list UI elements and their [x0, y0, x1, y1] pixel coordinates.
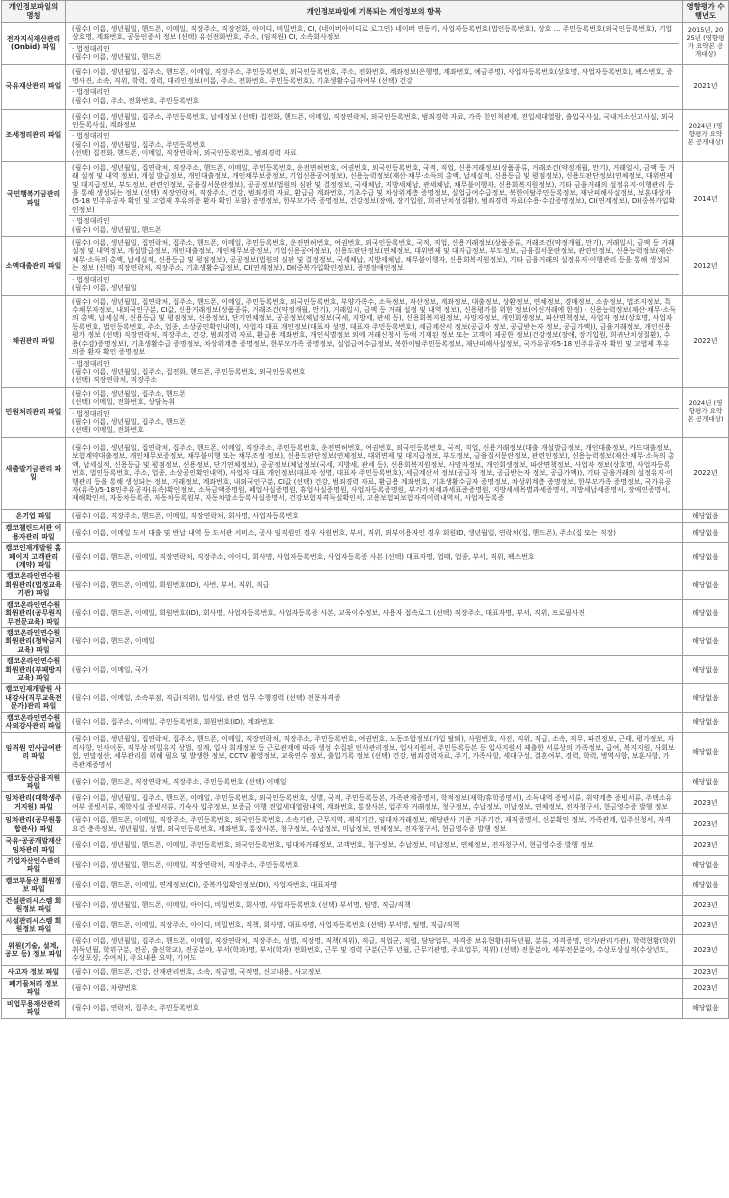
items-block [69, 1003, 679, 1013]
table-row [2, 712, 729, 732]
items-block [69, 777, 679, 787]
assessment-year-cell: 2023년 [683, 895, 729, 915]
file-name-cell: 민원처리관리 파일 [2, 387, 66, 437]
items-cell [66, 895, 683, 915]
items-block [69, 734, 679, 770]
assessment-year-cell: 2023년 [683, 836, 729, 856]
table-row [2, 161, 729, 236]
items-line: (필수) 이름, 생년월일, 핸드폰 [72, 225, 162, 234]
items-cell [66, 836, 683, 856]
items-cell [66, 712, 683, 732]
file-name-cell: 폐기물처리 정보 파일 [2, 979, 66, 999]
items-line: (필수) 이름, 핸드폰, 이메일, 직장주소, 주민등록번호, 외국인등록번호, 소속기관, 근무지역, 재직기간, 임대차거래정보, 해당관사 기준 거주기간, 재직증명서, 신분확인 정보, 가족관계, 입주신청서, 자격요건 충족정보, 생년월일, 성별, 외국인등록번호, 계좌번호, 통장사본, 청구정보, 수납정보, 미납정보, 연체정보, 전자청구서, 현금영수증 발행 정보 [72, 816, 672, 833]
table-row [2, 627, 729, 655]
items-cell [66, 935, 683, 965]
items-block [69, 163, 679, 216]
assessment-year-cell: 2022년 [683, 437, 729, 509]
legal-representative-block [69, 43, 679, 63]
file-name-cell: 캠코동산금융지원 파일 [2, 772, 66, 792]
items-block [69, 983, 679, 993]
table-row [2, 656, 729, 684]
file-name-cell: 비업무용재산관리 파일 [2, 998, 66, 1018]
header-items: 개인정보파일에 기록되는 개인정보의 항목 [66, 1, 683, 23]
items-block [69, 815, 679, 834]
items-block [69, 636, 679, 646]
table-row [2, 295, 729, 387]
table-row [2, 109, 729, 161]
items-cell [66, 237, 683, 296]
file-name-cell: 사고자 정보 파일 [2, 965, 66, 978]
items-cell [66, 571, 683, 599]
items-line: (선택) 직장연락처, 직장주소 [72, 376, 158, 385]
table-row [2, 237, 729, 296]
items-line: · 법정대리인 [72, 409, 110, 418]
file-name-cell: 기업자산인수관리 파일 [2, 855, 66, 875]
file-name-cell: 전자지식재산관리(Onbid) 파일 [2, 22, 66, 64]
items-cell [66, 965, 683, 978]
table-row [2, 772, 729, 792]
assessment-year-cell: 해당없음 [683, 543, 729, 571]
table-row [2, 599, 729, 627]
file-name-cell: 채권관리 파일 [2, 295, 66, 387]
assessment-year-cell: 2023년 [683, 935, 729, 965]
file-name-cell: 국민행복기금관리 파일 [2, 161, 66, 236]
items-line: (필수) 이름, 이메일 도서 대출 및 반납 내역 등 도서관 서비스, 공사 임직원인 경우 사원번호, 부서, 직위, 외부이용자인 경우 회원ID, 생년월일, 연락처(집, 핸드폰), 주소(집 또는 직장) [72, 528, 616, 537]
items-cell [66, 599, 683, 627]
assessment-year-cell: 해당없음 [683, 523, 729, 543]
items-cell [66, 387, 683, 437]
file-name-cell: 캠코온라인연수원 회원관리(공무원직무전문교육) 파일 [2, 599, 66, 627]
assessment-year-cell: 해당없음 [683, 627, 729, 655]
items-line: (필수) 이름, 핸드폰, 직장연락처, 직장주소, 주민등록번호 (선택) 이메일 [72, 777, 287, 786]
assessment-year-cell: 해당없음 [683, 772, 729, 792]
items-cell [66, 161, 683, 236]
items-block [69, 920, 679, 930]
table-row [2, 792, 729, 814]
assessment-year-cell: 해당없음 [683, 732, 729, 772]
items-cell [66, 875, 683, 895]
items-line: (선택) 집전화, 핸드폰, 이메일, 직장연락처, 외국인등록번호, 범죄경력 자료 [72, 149, 297, 158]
items-line: (필수) 이름, 생년월일, 집주소, 주민등록번호, 납세정보 (선택) 집전화, 핸드폰, 이메일, 직장연락처, 외국인등록번호, 범죄경력 자료, 가족 친인척관계, 전입세대열람, 출입국사실, 국내거소신고사실, 외국인등록사실, 계좌정보 [72, 112, 675, 130]
assessment-year-cell: 2014년 [683, 161, 729, 236]
items-block [69, 443, 679, 504]
items-line: (필수) 이름, 생년월일, 핸드폰, 이메일, 주민등록번호, 외국인등록번호, 임대차거래정보, 고객번호, 청구정보, 수납정보, 미납정보, 연체정보, 전자청구서, 현금영수증 발행 정보 [72, 841, 594, 850]
file-name-cell: 캠코온라인연수원 회원관리(법정교육기관) 파일 [2, 571, 66, 599]
file-name-cell: 캠코인재개발원 사내강사(직무교육전문가)관리 파일 [2, 684, 66, 712]
file-name-cell: 국유재산관리 파일 [2, 64, 66, 109]
items-cell [66, 772, 683, 792]
assessment-year-cell: 해당없음 [683, 998, 729, 1018]
items-block [69, 552, 679, 562]
items-line: (선택) 이메일, 전화번호, 상담녹취 [72, 398, 175, 407]
items-block [69, 880, 679, 890]
items-cell [66, 509, 683, 522]
items-line: (필수) 이름, 생년월일, 집주소, 집전화, 핸드폰, 주민등록번호, 외국인등록번호 [72, 367, 306, 376]
items-line: (필수) 이름, 생년월일, 집주소, 핸드폰 [72, 418, 186, 427]
items-line: (필수) 이름, 생년월일, 집연락처, 집주소, 핸드폰, 이메일, 직장연락처, 직장주소, 주민등록번호, 여권번호, 노동조합정보(가입 탈퇴), 사원번호, 사진, 직위, 직급, 소속, 직무, 파견정보, 근태, 평가정보, 자격사항, 인사이동, 직무상 비밀유지 상벌, 징계, 입사 회계정보 등 근로관계에 따라 생성 수집된 인사관리정보, 입사지원서, 주민등록등본 등 입사지원서 제출한 서류상의 가족정보, 급여, 복지지원, 사회보험, 연말정산, 세무관리를 위해 필요 및 발생한 정보, CCTV 촬영정보, 교육연수 정보, 출입기록 정보 (선택) 건강, 범죄경력자료, 주기, 가족사항, 세대구성, 결혼여부, 경력, 학력, 병역사항, 보훈사항, 가족관계증명서 [72, 735, 675, 769]
assessment-year-cell: 2021년 [683, 64, 729, 109]
items-line: (필수) 이름, 생년월일 [72, 284, 138, 293]
table-row [2, 571, 729, 599]
file-name-cell: 시설관리시스템 회원정보 파일 [2, 915, 66, 935]
items-line: · 법정대리인 [72, 359, 110, 368]
items-block [69, 511, 679, 521]
items-cell [66, 915, 683, 935]
table-row [2, 814, 729, 836]
table-header-row [2, 1, 729, 23]
items-line: (필수) 이름, 핸드폰, 이메일 [72, 637, 155, 646]
items-line: · 법정대리인 [72, 88, 110, 97]
items-line: (필수) 이름, 생년월일, 집주소, 핸드폰, 이메일, 주민등록번호, 외국인등록번호, 성별, 국적, 주민등록등본, 가족관계증명서, 학적정보(재학/휴학증명서), 소득내역 증빙서류, 취약계층 증빙서류, 주택소유 여부 증빙서류, 재학사실 증빙서류, 기숙사 입주정보, 보증금 이행 전입세대열람내역, 계좌번호, 통장사본, 입주자 거래정보, 청구정보, 수납정보, 미납정보, 연체정보, 전자청구서, 현금영수증 발행 정보 [72, 794, 673, 811]
table-row [2, 437, 729, 509]
items-line: (필수) 이름, 생년월일, 집주소, 핸드폰, 이메일, 직장주소, 주민등록번호, 외국인등록번호, 주소, 전화번호, 계좌정보(은행명, 계좌번호, 예금주명), 사업자등록번호(상호명, 사업자등록번호), 팩스번호, 증명사진, 소속, 직위, 학력, 경력, 대리인정보(이름, 주소, 전화번호, 주민등록번호), 기초생활수급자여부 (선택) 건강 [72, 68, 673, 85]
table-row [2, 387, 729, 437]
items-block [69, 860, 679, 870]
table-row [2, 935, 729, 965]
file-name-cell: 위원(기술, 설계, 공모 등) 정보 파일 [2, 935, 66, 965]
file-name-cell: 캠코인재개발원 홈페이지 고객관리(계약) 파일 [2, 543, 66, 571]
header-file-name: 개인정보파일의 명칭 [2, 1, 66, 23]
items-cell [66, 523, 683, 543]
items-block [69, 840, 679, 850]
items-line: (필수) 이름, 생년월일, 핸드폰, 이메일, 직장연락처, 직장주소, 주민등록번호 [72, 861, 299, 870]
items-cell [66, 627, 683, 655]
table-row [2, 684, 729, 712]
assessment-year-cell: 2023년 [683, 814, 729, 836]
items-block [69, 693, 679, 703]
items-line: (필수) 이름, 핸드폰, 이메일, 직장주소, 아이디, 비밀번호, 직책, 회사명, 대표자명, 사업자등록번호 (선택) 부서명, 팀명, 직급/직책 [72, 920, 460, 929]
assessment-year-cell: 2023년 [683, 792, 729, 814]
file-name-cell: 캠코온라인연수원 사외강사관리 파일 [2, 712, 66, 732]
items-block [69, 389, 679, 408]
file-name-cell: 캠코챌린드서관 이용자관리 파일 [2, 523, 66, 543]
table-row [2, 509, 729, 522]
table-row [2, 998, 729, 1018]
items-line: (필수) 이름, 주소, 전화번호, 주민등록번호 [72, 96, 200, 105]
file-name-cell: 임직원 인사급여관리 파일 [2, 732, 66, 772]
items-block [69, 665, 679, 675]
items-cell [66, 437, 683, 509]
items-block [69, 112, 679, 131]
items-cell [66, 684, 683, 712]
items-cell [66, 22, 683, 64]
items-cell [66, 656, 683, 684]
file-name-cell: 캠코부동산 회원정보 파일 [2, 875, 66, 895]
assessment-year-cell: 2024년 (영향평가 요약본 공개대상) [683, 109, 729, 161]
items-line: (필수) 이름, 직장주소, 핸드폰, 이메일, 직장연락처, 회사명, 사업자등록번호 [72, 511, 299, 520]
items-line: (필수) 이름, 생년월일, 집주소, 핸드폰 [72, 389, 186, 398]
items-line: · 법정대리인 [72, 44, 110, 53]
header-year: 영향평가 수행년도 [683, 1, 729, 23]
legal-representative-block [69, 215, 679, 235]
assessment-year-cell: 2023년 [683, 965, 729, 978]
table-row [2, 895, 729, 915]
assessment-year-cell: 해당없음 [683, 571, 729, 599]
legal-representative-block [69, 274, 679, 294]
items-line: (필수) 이름, 생년월일, 집주소, 주민등록번호 [72, 140, 206, 149]
table-row [2, 855, 729, 875]
file-name-cell: 조세정리관리 파일 [2, 109, 66, 161]
assessment-year-cell: 2022년 [683, 295, 729, 387]
assessment-year-cell: 해당없음 [683, 509, 729, 522]
file-name-cell: 국유·공공개발재산 임차관리 파일 [2, 836, 66, 856]
table-row [2, 965, 729, 978]
assessment-year-cell: 해당없음 [683, 599, 729, 627]
file-name-cell: 새출발기금관리 파일 [2, 437, 66, 509]
table-row [2, 543, 729, 571]
assessment-year-cell: 2024년 (영향평가 요약본 공개대상) [683, 387, 729, 437]
assessment-year-cell: 해당없음 [683, 855, 729, 875]
items-block [69, 717, 679, 727]
items-line: (필수) 이름, 생년월일, 핸드폰, 이메일, 직장주소, 직장전화, 아이디, 비밀번호, CI, (네이버아이디로 로그인) 네이버 연동키, 사업자등록번호(법인등록번호), 상호 … 주민등록번호(외국인등록번호), 기업상호명, 계좌번호, 공동인증서 정보 (선택) 유선전화번호, 주소, (임직원) CI, 소속회사정보 [72, 24, 673, 42]
items-block [69, 608, 679, 618]
table-body [2, 22, 729, 1018]
items-cell [66, 979, 683, 999]
items-line: · 법정대리인 [72, 132, 110, 141]
items-block [69, 580, 679, 590]
items-line: (필수) 이름, 집주소, 이메일, 주민등록번호, 회원번호(ID), 계좌번호 [72, 717, 274, 726]
items-line: (필수) 이름, 핸드폰, 이메일, 연계정보(CI), 중복가입확인정보(DI), 사업자번호, 대표자명 [72, 881, 338, 890]
table-row [2, 915, 729, 935]
assessment-year-cell: 2015년, 2025년 (영향평가 요약본 공개대상) [683, 22, 729, 64]
file-name-cell: 임차관리(공무원통합관사) 파일 [2, 814, 66, 836]
items-cell [66, 998, 683, 1018]
items-block [69, 297, 679, 358]
assessment-year-cell: 해당없음 [683, 684, 729, 712]
items-line: (필수) 이름, 차량번호 [72, 984, 138, 993]
assessment-year-cell: 2012년 [683, 237, 729, 296]
items-line: · 법정대리인 [72, 275, 110, 284]
file-name-cell: 온기업 파일 [2, 509, 66, 522]
legal-representative-block [69, 130, 679, 158]
table-row [2, 875, 729, 895]
items-line: (필수) 이름, 핸드폰, 건강, 산재관리번호, 소속, 직급명, 국적명, 신고내용, 사고정보 [72, 967, 321, 976]
items-line: (필수) 이름, 생년월일, 집연락처, 집주소, 핸드폰, 이메일, 주민등록번호, 운전면허번호, 여권번호, 외국인등록번호, 국적, 직업, 신용거래정보(상품종류, 거래조건(약정개월, 만기), 거래일시, 금액 등 거래설정 및 내역정보, 개설발급정보, 개인대출정보, 개인채무보증정보, 기업신용공여정보), 신용도판단정보(연체정보, 대위변제 및 대지급정보, 부도정보, 금융질서문란정보, 관련인정보, 신용능력정보(재산·채무·소득의 총액, 납세실적, 신용등급 및 평점정보), 공공정보(법원의 심판 및 결정정보, 국세체납, 지방세체납, 채무불이행자, 신용회복지원정보), 기타 금융거래의 설정유지·이행관리 등을 통해 생성되는 정보 (선택) 직장연락처, 직장주소, 기초생활수급정보, CI(연계정보), DI(중복가입확인정보), 증명장애인정보 [72, 239, 675, 273]
items-line: (필수) 이름, 핸드폰, 이메일, 회원번호(ID), 회사명, 사업자등록번호, 사업자등록증 사본, 교육이수정보, 사용자 접속로그 (선택) 직장주소, 대표자명, 부서, 직위, 프로필사진 [72, 609, 585, 618]
items-line: (필수) 이름, 이메일, 국가 [72, 665, 149, 674]
items-block [69, 24, 679, 43]
table-row [2, 836, 729, 856]
items-line: (필수) 이름, 생년월일, 집연락처, 집주소, 핸드폰, 이메일, 직장주소, 주민등록번호, 운전면허번호, 여권번호, 외국인등록번호, 국적, 직업, 신용거래정보(대출 개설발급정보, 개인대출정보, 카드대출정보, 보험계약대출정보, 개인채무보증정보, 채무불이행 또는 채무조정 정보), 신용도판단정보(연체정보, 대위변제 및 대지급정보, 부도정보, 금융질서문란정보, 관련인정보), 신용능력정보(재산·채무·소득의 총액, 납세실적, 신용등급 및 평점정보, 신용정보, 단기연체정보), 공공정보(체납정보(국세, 지방세, 관세 등), 신용회복지원정보, 사망자정보, 개인회생정보, 파산면책정보, 사업자 정보(상호명, 사업자등록번호, 법인등록번호, 주소, 업종, 소상공인확인내역), 사업자 대표 개인정보(대표자 성명, 대표자 주민등록번호), 세금계산서 정보(공급자 정보, 공급받는자 정보, 공급가액)), 기타 금융거래의 설정유지·이행관리 등을 통해 생성되는 정보, 거래정보, 계좌번호, 내외국인구분, CI값 (선택) 건강, 범죄경력 자료, 환급용 계좌번호, 기초생활수급자 증명정보, 차상위계층 증명정보, 한부모가족 증명정보, 국가유공자(유족)/5·18민주유공자(유족)확인정보, 소득금액증명원, 폐업사실증명원, 휴업사실증명원, 사업자등록증명원, 부가가치세과세표준증명원, 지방세세목별과세증명서, 지방세납세증명서, 장애인증명서, 재해확인서, 자동차등록증, 자동차등록원부, 자동차말소등록사실증명서, 건강보험자격득실확인서, 고용보험피보험자격이력내역서, 사업자등록증 [72, 443, 675, 503]
items-cell [66, 732, 683, 772]
items-line: (필수) 이름, 생년월일, 집주소, 핸드폰, 이메일, 직장연락처, 직장주소, 성별, 직장명, 직책(직위), 직급, 직업군, 직렬, 담당업무, 자격증 보유현황(취득년월, 분류, 자격증명, 인가/관리기관), 학력현황(학위취득년월, 학위구분, 전공, 출신학교), 전공분야, 부서(학과)명, 부서(학과) 전화번호, 근무 및 경력 구분(근무 년월, 근무기관명, 주요업무, 직위) (선택) 전문분야, 세부전문분야, 수상포상실적(수상년도, 수상포상, 수여처), 주요내용 요약, 기여도 [72, 937, 676, 963]
items-line: (필수) 이름, 생년월일, 핸드폰, 이메일, 아이디, 비밀번호, 회사명, 사업자등록번호 (선택) 부서명, 팀명, 직급/직책 [72, 900, 411, 909]
table-row [2, 979, 729, 999]
items-block [69, 793, 679, 812]
table-row [2, 64, 729, 109]
items-line: (필수) 이름, 생년월일, 핸드폰 [72, 53, 162, 62]
items-line: (필수) 이름, 핸드폰, 이메일, 직장연락처, 직장주소, 아이디, 회사명, 사업자등록번호, 사업자등록증 사본 (선택) 대표자명, 업태, 업종, 부서, 직위, 팩스번호 [72, 552, 535, 561]
legal-representative-block [69, 358, 679, 386]
file-name-cell: 임차관리(대학생주거지원) 파일 [2, 792, 66, 814]
legal-representative-block [69, 408, 679, 436]
assessment-year-cell: 해당없음 [683, 712, 729, 732]
items-block [69, 67, 679, 86]
items-cell [66, 814, 683, 836]
privacy-file-table [1, 0, 729, 1019]
table-row [2, 22, 729, 64]
items-block [69, 528, 679, 538]
legal-representative-block [69, 86, 679, 106]
items-block [69, 900, 679, 910]
items-cell [66, 543, 683, 571]
items-line: (필수) 이름, 생년월일, 집연락처, 직장주소, 핸드폰, 이메일, 주민등록번호, 운전면허번호, 여권번호, 외국인등록번호, 국적, 직업, 신용거래정보(상품종류, 거래조건(약정개월, 만기), 거래일시, 금액 등 거래 설정 및 내역 정보), 개설 발급정보, 개인대출정보, 개인채무보증정보, 기업신용공여정보), 신용능력정보(재산·채무·소득의 총액, 납세실적, 신용등급 및 평점정보), 신용도판단정보(연체정보, 대위변제 및 대지급정보, 부도정보, 관련인정보, 금융질서문란정보), 공공정보(법원의 심판 및 결정정보, 국세체납, 지방세체납, 관세체납, 채무불이행자, 신용회복지원정보), 기타 금융거래의 설정유지·이행관리 등을 통해 생성되는 정보 (선택) 직장연락처, 직장주소, 건강, 범죄경력 자료, 환급금 계좌번호, 기초수급 및 차상위계층 증명정보, 실업급여수급정보, 북한이탈주민등록정보, 재난피해사실정보, 보훈대상자(5·18 민주유공자 확인 및 고엽제 후유의증 환자 확인 포함) 증명정보, 한부모가족 증명정보, 건강정보(장애, 장기입원, 희귀난치성질환), 범죄경력 자료(수용·수감증명정보), CI(연계정보), DI(중복가입확인정보) [72, 163, 676, 214]
assessment-year-cell: 2023년 [683, 979, 729, 999]
items-cell [66, 295, 683, 387]
items-block [69, 936, 679, 963]
assessment-year-cell: 2023년 [683, 915, 729, 935]
file-name-cell: 건설관리시스템 회원정보 파일 [2, 895, 66, 915]
file-name-cell: 캠코온라인연수원 회원관리(부패방지교육) 파일 [2, 656, 66, 684]
items-line: (필수) 이름, 핸드폰, 이메일, 회원번호(ID), 사번, 부서, 직위, 직급 [72, 580, 270, 589]
items-block [69, 967, 679, 977]
table-row [2, 523, 729, 543]
items-line: (필수) 이름, 연락처, 집주소, 주민등록번호 [72, 1004, 200, 1013]
items-cell [66, 109, 683, 161]
items-line: · 법정대리인 [72, 217, 110, 226]
assessment-year-cell: 해당없음 [683, 656, 729, 684]
file-name-cell: 소액대출관리 파일 [2, 237, 66, 296]
items-line: (필수) 이름, 생년월일, 집연락처, 집주소, 핸드폰, 이메일, 주민등록번호, 외국인등록번호, 부양가족수, 소득정보, 자산정보, 계좌정보, 대출정보, 상환정보, 연체정보, 경매정보, 소송정보, 법조지정보, 특수채무자정보, 내외국인구분, CI값, 신용거래정보(상품종류, 거래조건(약정개월, 만기), 거래일시, 금액 등 거래 설정 및 내역 정보), 신용평가를 위한 정보(여신거래에 한정) · 신용능력정보(재산·채무·소득의 총액, 납세실적, 신용등급 및 평점정보, 신용정보), 단기연체정보, 공공정보(체납정보(국세, 지방세, 관세 등), 신용회복지원정보, 사망자정보, 개인회생정보, 파산면책정보, 사업자 정보(상호명, 사업자등록번호, 법인등록번호, 주소, 업종, 소상공인확인내역), 사업자 대표 개인정보(대표자 성명, 대표자 주민등록번호), 세금계산서 정보(공급자 정보, 공급받는자 정보, 공급가액)), 금융거래정보, 개인신용평가 정보 (선택) 직장연락처, 직장주소, 건강, 범죄경력 자료, 환급용 계좌번호, 개인식별정보 외에 거래신청서 등에 기재된 정보 또는 고객이 제공한 정보(건강정보(장애, 장기입원, 희귀난치성질환), 수용(수감)증명정보), 기초생활수급 증명정보, 차상위계층 증명정보, 한부모가족 증명정보, 실업급여수급정보, 북한이탈주민등록정보, 재난피해사실정보, 국가유공자5·18 민주유공자 확인 및 고엽제 후유의증 환자 확인 증명정보 [72, 297, 676, 357]
assessment-year-cell: 해당없음 [683, 875, 729, 895]
items-block [69, 238, 679, 274]
items-line: (선택) 이메일, 전화번호 [72, 426, 144, 435]
items-line: (필수) 이름, 이메일, 소속부점, 직급(직위), 입사일, 관련 업무 수행경력 (선택) 전문자격증 [72, 693, 341, 702]
items-cell [66, 792, 683, 814]
items-cell [66, 64, 683, 109]
table-row [2, 732, 729, 772]
items-cell [66, 855, 683, 875]
file-name-cell: 캠코온라인연수원 회원관리(청탁금지교육) 파일 [2, 627, 66, 655]
